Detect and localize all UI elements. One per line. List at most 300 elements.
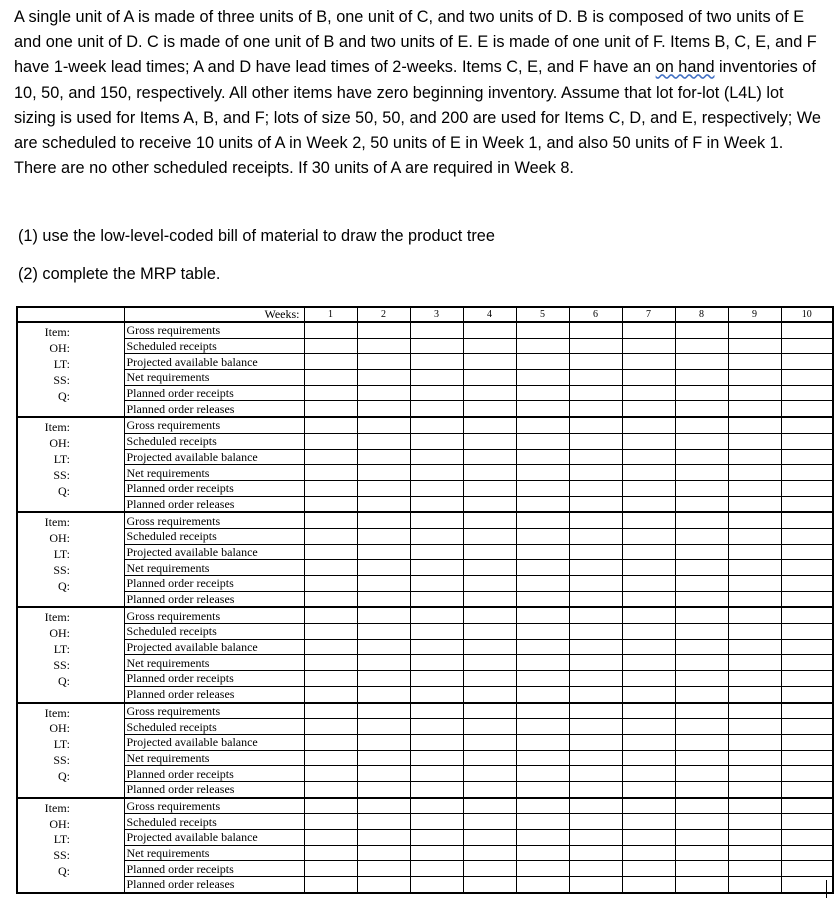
week-cell[interactable] — [304, 624, 357, 640]
week-cell[interactable] — [569, 671, 622, 687]
week-cell[interactable] — [463, 528, 516, 544]
week-cell[interactable] — [410, 686, 463, 702]
week-cell[interactable] — [410, 401, 463, 417]
week-cell[interactable] — [410, 719, 463, 735]
week-cell[interactable] — [357, 385, 410, 401]
week-cell[interactable] — [357, 417, 410, 433]
week-cell[interactable] — [728, 591, 781, 607]
week-cell[interactable] — [357, 370, 410, 386]
week-cell[interactable] — [357, 814, 410, 830]
week-cell[interactable] — [728, 798, 781, 814]
week-cell[interactable] — [781, 385, 833, 401]
week-cell[interactable] — [728, 322, 781, 338]
week-cell[interactable] — [728, 766, 781, 782]
week-cell[interactable] — [357, 671, 410, 687]
week-cell[interactable] — [781, 814, 833, 830]
week-cell[interactable] — [410, 830, 463, 846]
week-cell[interactable] — [569, 480, 622, 496]
week-cell[interactable] — [781, 781, 833, 797]
week-cell[interactable] — [728, 639, 781, 655]
week-cell[interactable] — [622, 338, 675, 354]
week-cell[interactable] — [410, 512, 463, 528]
week-cell[interactable] — [781, 830, 833, 846]
week-cell[interactable] — [675, 639, 728, 655]
week-cell[interactable] — [675, 734, 728, 750]
week-cell[interactable] — [304, 877, 357, 893]
week-cell[interactable] — [304, 798, 357, 814]
week-cell[interactable] — [569, 370, 622, 386]
week-cell[interactable] — [781, 544, 833, 560]
week-cell[interactable] — [622, 591, 675, 607]
week-cell[interactable] — [781, 512, 833, 528]
week-cell[interactable] — [410, 528, 463, 544]
week-cell[interactable] — [728, 671, 781, 687]
week-cell[interactable] — [728, 433, 781, 449]
week-cell[interactable] — [728, 734, 781, 750]
week-cell[interactable] — [304, 607, 357, 623]
week-cell[interactable] — [516, 845, 569, 861]
week-cell[interactable] — [728, 338, 781, 354]
week-cell[interactable] — [728, 417, 781, 433]
week-cell[interactable] — [463, 512, 516, 528]
week-cell[interactable] — [675, 480, 728, 496]
week-cell[interactable] — [675, 591, 728, 607]
week-cell[interactable] — [516, 686, 569, 702]
week-cell[interactable] — [569, 830, 622, 846]
week-cell[interactable] — [622, 354, 675, 370]
week-cell[interactable] — [622, 845, 675, 861]
week-cell[interactable] — [410, 354, 463, 370]
week-cell[interactable] — [622, 671, 675, 687]
week-cell[interactable] — [410, 480, 463, 496]
week-cell[interactable] — [304, 781, 357, 797]
week-cell[interactable] — [675, 845, 728, 861]
week-cell[interactable] — [304, 465, 357, 481]
week-cell[interactable] — [463, 624, 516, 640]
week-cell[interactable] — [569, 401, 622, 417]
week-cell[interactable] — [675, 671, 728, 687]
week-cell[interactable] — [728, 370, 781, 386]
week-cell[interactable] — [675, 703, 728, 719]
week-cell[interactable] — [728, 830, 781, 846]
week-cell[interactable] — [304, 671, 357, 687]
week-cell[interactable] — [728, 624, 781, 640]
week-cell[interactable] — [304, 719, 357, 735]
week-cell[interactable] — [569, 322, 622, 338]
week-cell[interactable] — [304, 814, 357, 830]
week-cell[interactable] — [357, 750, 410, 766]
week-cell[interactable] — [463, 719, 516, 735]
week-cell[interactable] — [728, 528, 781, 544]
week-cell[interactable] — [304, 480, 357, 496]
week-cell[interactable] — [357, 528, 410, 544]
week-cell[interactable] — [516, 560, 569, 576]
week-cell[interactable] — [357, 766, 410, 782]
week-cell[interactable] — [463, 417, 516, 433]
week-cell[interactable] — [675, 686, 728, 702]
week-cell[interactable] — [516, 734, 569, 750]
week-cell[interactable] — [675, 544, 728, 560]
week-cell[interactable] — [410, 750, 463, 766]
week-cell[interactable] — [622, 417, 675, 433]
week-cell[interactable] — [357, 845, 410, 861]
week-cell[interactable] — [304, 338, 357, 354]
week-cell[interactable] — [728, 719, 781, 735]
week-cell[interactable] — [781, 496, 833, 512]
week-cell[interactable] — [516, 766, 569, 782]
week-cell[interactable] — [622, 576, 675, 592]
week-cell[interactable] — [463, 877, 516, 893]
week-cell[interactable] — [463, 766, 516, 782]
week-cell[interactable] — [569, 624, 622, 640]
week-cell[interactable] — [516, 449, 569, 465]
week-cell[interactable] — [569, 686, 622, 702]
week-cell[interactable] — [410, 370, 463, 386]
week-cell[interactable] — [569, 719, 622, 735]
week-cell[interactable] — [304, 354, 357, 370]
week-cell[interactable] — [569, 845, 622, 861]
week-cell[interactable] — [622, 877, 675, 893]
week-cell[interactable] — [357, 798, 410, 814]
week-cell[interactable] — [516, 496, 569, 512]
week-cell[interactable] — [569, 385, 622, 401]
week-cell[interactable] — [463, 861, 516, 877]
week-cell[interactable] — [622, 480, 675, 496]
week-cell[interactable] — [675, 781, 728, 797]
week-cell[interactable] — [463, 385, 516, 401]
week-cell[interactable] — [304, 544, 357, 560]
week-cell[interactable] — [569, 639, 622, 655]
week-cell[interactable] — [516, 512, 569, 528]
week-cell[interactable] — [569, 354, 622, 370]
week-cell[interactable] — [728, 781, 781, 797]
week-cell[interactable] — [675, 322, 728, 338]
week-cell[interactable] — [410, 338, 463, 354]
week-cell[interactable] — [675, 861, 728, 877]
week-cell[interactable] — [622, 703, 675, 719]
week-cell[interactable] — [410, 607, 463, 623]
week-cell[interactable] — [728, 401, 781, 417]
week-cell[interactable] — [781, 528, 833, 544]
week-cell[interactable] — [410, 861, 463, 877]
week-cell[interactable] — [569, 877, 622, 893]
week-cell[interactable] — [781, 719, 833, 735]
week-cell[interactable] — [304, 417, 357, 433]
week-cell[interactable] — [410, 322, 463, 338]
week-cell[interactable] — [463, 734, 516, 750]
week-cell[interactable] — [622, 496, 675, 512]
week-cell[interactable] — [516, 703, 569, 719]
week-cell[interactable] — [622, 734, 675, 750]
week-cell[interactable] — [569, 465, 622, 481]
week-cell[interactable] — [304, 401, 357, 417]
week-cell[interactable] — [569, 607, 622, 623]
week-cell[interactable] — [675, 877, 728, 893]
week-cell[interactable] — [463, 354, 516, 370]
week-cell[interactable] — [463, 496, 516, 512]
week-cell[interactable] — [516, 798, 569, 814]
week-cell[interactable] — [304, 686, 357, 702]
week-cell[interactable] — [463, 401, 516, 417]
week-cell[interactable] — [675, 766, 728, 782]
week-cell[interactable] — [675, 624, 728, 640]
week-cell[interactable] — [357, 322, 410, 338]
week-cell[interactable] — [463, 544, 516, 560]
week-cell[interactable] — [622, 560, 675, 576]
week-cell[interactable] — [304, 591, 357, 607]
week-cell[interactable] — [304, 449, 357, 465]
week-cell[interactable] — [781, 766, 833, 782]
week-cell[interactable] — [569, 814, 622, 830]
week-cell[interactable] — [569, 544, 622, 560]
week-cell[interactable] — [463, 750, 516, 766]
week-cell[interactable] — [357, 734, 410, 750]
week-cell[interactable] — [622, 624, 675, 640]
week-cell[interactable] — [516, 544, 569, 560]
week-cell[interactable] — [622, 449, 675, 465]
week-cell[interactable] — [357, 781, 410, 797]
week-cell[interactable] — [728, 560, 781, 576]
week-cell[interactable] — [463, 781, 516, 797]
week-cell[interactable] — [569, 861, 622, 877]
week-cell[interactable] — [410, 766, 463, 782]
week-cell[interactable] — [622, 385, 675, 401]
week-cell[interactable] — [516, 433, 569, 449]
week-cell[interactable] — [410, 639, 463, 655]
week-cell[interactable] — [516, 639, 569, 655]
week-cell[interactable] — [410, 385, 463, 401]
week-cell[interactable] — [410, 544, 463, 560]
week-cell[interactable] — [410, 624, 463, 640]
week-cell[interactable] — [622, 686, 675, 702]
week-cell[interactable] — [463, 607, 516, 623]
week-cell[interactable] — [516, 591, 569, 607]
week-cell[interactable] — [781, 686, 833, 702]
week-cell[interactable] — [622, 766, 675, 782]
week-cell[interactable] — [410, 417, 463, 433]
week-cell[interactable] — [728, 354, 781, 370]
week-cell[interactable] — [728, 496, 781, 512]
week-cell[interactable] — [357, 354, 410, 370]
week-cell[interactable] — [781, 750, 833, 766]
week-cell[interactable] — [463, 433, 516, 449]
week-cell[interactable] — [728, 449, 781, 465]
week-cell[interactable] — [516, 830, 569, 846]
week-cell[interactable] — [463, 671, 516, 687]
week-cell[interactable] — [675, 449, 728, 465]
week-cell[interactable] — [463, 465, 516, 481]
week-cell[interactable] — [622, 798, 675, 814]
week-cell[interactable] — [781, 449, 833, 465]
week-cell[interactable] — [781, 401, 833, 417]
week-cell[interactable] — [304, 370, 357, 386]
week-cell[interactable] — [675, 655, 728, 671]
week-cell[interactable] — [675, 385, 728, 401]
week-cell[interactable] — [357, 433, 410, 449]
week-cell[interactable] — [463, 830, 516, 846]
week-cell[interactable] — [781, 798, 833, 814]
week-cell[interactable] — [728, 385, 781, 401]
week-cell[interactable] — [304, 433, 357, 449]
week-cell[interactable] — [304, 830, 357, 846]
week-cell[interactable] — [675, 496, 728, 512]
week-cell[interactable] — [728, 877, 781, 893]
week-cell[interactable] — [675, 814, 728, 830]
week-cell[interactable] — [728, 750, 781, 766]
week-cell[interactable] — [357, 719, 410, 735]
week-cell[interactable] — [516, 401, 569, 417]
week-cell[interactable] — [622, 512, 675, 528]
week-cell[interactable] — [516, 671, 569, 687]
week-cell[interactable] — [622, 814, 675, 830]
week-cell[interactable] — [569, 766, 622, 782]
week-cell[interactable] — [781, 433, 833, 449]
week-cell[interactable] — [410, 465, 463, 481]
week-cell[interactable] — [410, 560, 463, 576]
week-cell[interactable] — [516, 322, 569, 338]
week-cell[interactable] — [622, 370, 675, 386]
week-cell[interactable] — [622, 544, 675, 560]
week-cell[interactable] — [781, 671, 833, 687]
week-cell[interactable] — [357, 877, 410, 893]
week-cell[interactable] — [463, 370, 516, 386]
week-cell[interactable] — [781, 417, 833, 433]
week-cell[interactable] — [463, 639, 516, 655]
week-cell[interactable] — [569, 528, 622, 544]
week-cell[interactable] — [410, 798, 463, 814]
week-cell[interactable] — [781, 322, 833, 338]
week-cell[interactable] — [304, 703, 357, 719]
week-cell[interactable] — [675, 512, 728, 528]
week-cell[interactable] — [410, 496, 463, 512]
week-cell[interactable] — [728, 544, 781, 560]
week-cell[interactable] — [463, 845, 516, 861]
week-cell[interactable] — [463, 338, 516, 354]
week-cell[interactable] — [569, 417, 622, 433]
week-cell[interactable] — [463, 560, 516, 576]
week-cell[interactable] — [675, 830, 728, 846]
week-cell[interactable] — [675, 417, 728, 433]
week-cell[interactable] — [410, 671, 463, 687]
week-cell[interactable] — [516, 861, 569, 877]
week-cell[interactable] — [463, 480, 516, 496]
week-cell[interactable] — [357, 544, 410, 560]
week-cell[interactable] — [410, 703, 463, 719]
week-cell[interactable] — [622, 639, 675, 655]
week-cell[interactable] — [622, 465, 675, 481]
week-cell[interactable] — [357, 591, 410, 607]
week-cell[interactable] — [569, 512, 622, 528]
week-cell[interactable] — [781, 624, 833, 640]
week-cell[interactable] — [569, 781, 622, 797]
week-cell[interactable] — [622, 719, 675, 735]
week-cell[interactable] — [516, 624, 569, 640]
week-cell[interactable] — [410, 591, 463, 607]
week-cell[interactable] — [781, 703, 833, 719]
week-cell[interactable] — [516, 607, 569, 623]
week-cell[interactable] — [357, 639, 410, 655]
week-cell[interactable] — [781, 591, 833, 607]
week-cell[interactable] — [728, 607, 781, 623]
week-cell[interactable] — [781, 734, 833, 750]
week-cell[interactable] — [781, 655, 833, 671]
week-cell[interactable] — [622, 781, 675, 797]
week-cell[interactable] — [357, 560, 410, 576]
week-cell[interactable] — [410, 576, 463, 592]
week-cell[interactable] — [304, 861, 357, 877]
week-cell[interactable] — [728, 861, 781, 877]
week-cell[interactable] — [357, 830, 410, 846]
week-cell[interactable] — [781, 370, 833, 386]
week-cell[interactable] — [569, 655, 622, 671]
week-cell[interactable] — [516, 528, 569, 544]
week-cell[interactable] — [357, 703, 410, 719]
week-cell[interactable] — [304, 528, 357, 544]
week-cell[interactable] — [463, 576, 516, 592]
week-cell[interactable] — [463, 449, 516, 465]
week-cell[interactable] — [675, 607, 728, 623]
week-cell[interactable] — [463, 686, 516, 702]
week-cell[interactable] — [781, 560, 833, 576]
week-cell[interactable] — [357, 512, 410, 528]
week-cell[interactable] — [781, 354, 833, 370]
week-cell[interactable] — [357, 624, 410, 640]
week-cell[interactable] — [516, 719, 569, 735]
week-cell[interactable] — [781, 338, 833, 354]
week-cell[interactable] — [357, 465, 410, 481]
week-cell[interactable] — [728, 686, 781, 702]
week-cell[interactable] — [357, 607, 410, 623]
week-cell[interactable] — [781, 607, 833, 623]
week-cell[interactable] — [728, 703, 781, 719]
week-cell[interactable] — [516, 877, 569, 893]
week-cell[interactable] — [463, 591, 516, 607]
week-cell[interactable] — [675, 719, 728, 735]
week-cell[interactable] — [357, 338, 410, 354]
week-cell[interactable] — [781, 480, 833, 496]
week-cell[interactable] — [304, 385, 357, 401]
week-cell[interactable] — [304, 655, 357, 671]
week-cell[interactable] — [463, 814, 516, 830]
week-cell[interactable] — [728, 845, 781, 861]
week-cell[interactable] — [304, 639, 357, 655]
week-cell[interactable] — [516, 465, 569, 481]
week-cell[interactable] — [781, 861, 833, 877]
week-cell[interactable] — [357, 401, 410, 417]
week-cell[interactable] — [304, 322, 357, 338]
week-cell[interactable] — [463, 798, 516, 814]
week-cell[interactable] — [410, 655, 463, 671]
week-cell[interactable] — [516, 814, 569, 830]
week-cell[interactable] — [569, 560, 622, 576]
week-cell[interactable] — [357, 576, 410, 592]
week-cell[interactable] — [304, 845, 357, 861]
week-cell[interactable] — [410, 877, 463, 893]
week-cell[interactable] — [304, 750, 357, 766]
week-cell[interactable] — [675, 528, 728, 544]
week-cell[interactable] — [516, 576, 569, 592]
week-cell[interactable] — [410, 734, 463, 750]
week-cell[interactable] — [675, 750, 728, 766]
week-cell[interactable] — [569, 703, 622, 719]
week-cell[interactable] — [569, 750, 622, 766]
week-cell[interactable] — [304, 576, 357, 592]
week-cell[interactable] — [569, 798, 622, 814]
week-cell[interactable] — [304, 560, 357, 576]
week-cell[interactable] — [622, 528, 675, 544]
week-cell[interactable] — [357, 655, 410, 671]
week-cell[interactable] — [569, 576, 622, 592]
